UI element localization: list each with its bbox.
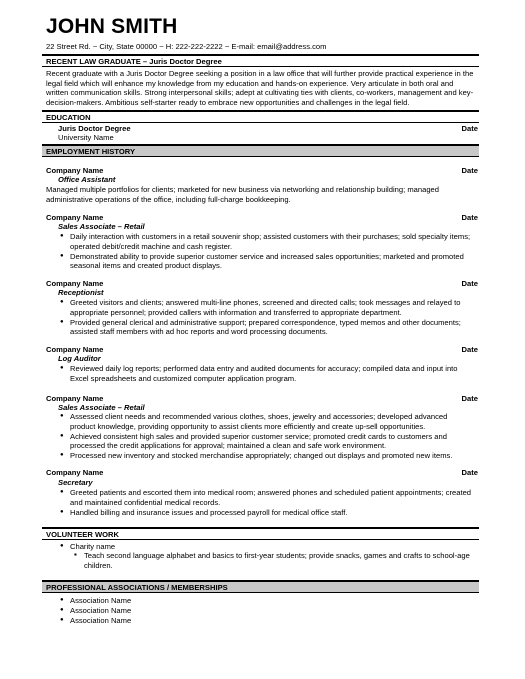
volunteer-heading: VOLUNTEER WORK [42, 527, 479, 540]
company-name: Company Name [46, 394, 104, 403]
volunteer-detail: ▪ Teach second language alphabet and basics to first-year students; provide snacks, games and crafts to school-age children. [72, 551, 478, 570]
job-bullets [58, 232, 474, 271]
list-item: ● Daily interaction with customers in a retail souvenir shop; assisted customers with their purchases; sold specialty items; operated debit/credit machine and cash register. [58, 232, 474, 251]
company-name: Company Name [46, 468, 104, 477]
job-title: Sales Associate – Retail [58, 403, 145, 412]
job-bullets [58, 364, 474, 384]
associations-heading: PROFESSIONAL ASSOCIATIONS / MEMBERSHIPS [42, 580, 479, 593]
company-name: Company Name [46, 166, 104, 175]
job-bullets [58, 412, 474, 461]
charity-name: ● Charity name [58, 542, 478, 552]
job-bullets [58, 298, 474, 337]
company-name: Company Name [46, 279, 104, 288]
summary-heading: RECENT LAW GRADUATE – Juris Doctor Degree [42, 54, 479, 67]
list-item: ● Demonstrated ability to provide superior customer service and increased sales opportunities; marketed and promoted seasonal items and created product displays. [58, 252, 474, 271]
job-date: Date [461, 279, 478, 288]
list-item: ● Achieved consistent high sales and provided superior customer service; promoted credit cards to customers and processed the credit applications for approval; maintained a clean and safe work environment. [58, 432, 474, 451]
job-bullets [58, 488, 478, 518]
school-name: University Name [58, 133, 114, 142]
list-item: ● Assessed client needs and recommended various clothes, shoes, jewelry and accessories; developed advanced product knowledge, providing opportunity to assist clients more efficiently and create up-sell opportunities. [58, 412, 474, 431]
job-title: Receptionist [58, 288, 104, 297]
list-item: ● Greeted patients and escorted them into medical room; answered phones and scheduled patient appointments; created and maintained confidential medical records. [58, 488, 478, 507]
company-name: Company Name [46, 345, 104, 354]
job-title: Log Auditor [58, 354, 101, 363]
education-date: Date [461, 124, 478, 133]
job-title: Secretary [58, 478, 93, 487]
job-header [46, 345, 478, 355]
job-header [46, 279, 478, 289]
list-item: ● Greeted visitors and clients; answered multi-line phones, screened and directed calls; took messages and relayed to appropriate personnel; provided callers with information and transferred to appropriate department. [58, 298, 474, 317]
job-header [46, 468, 478, 478]
job-date: Date [461, 166, 478, 175]
job-title: Office Assistant [58, 175, 116, 184]
job-title: Sales Associate – Retail [58, 222, 145, 231]
list-item: ● Association Name [58, 616, 358, 626]
employment-heading: EMPLOYMENT HISTORY [42, 144, 479, 157]
job-date: Date [461, 213, 478, 222]
summary-text: Recent graduate with a Juris Doctor Degree seeking a position in a law office that will further provide practical experience in the legal field which will enhance my knowledge from my education and hands-on experience. Very articulate in both oral and written communication skills. Strong interpersonal skills; adept at cultivating ties with clients, co-workers, management and key-decision-makers. Ambitious self-starter ready to embrace new opportunities and challenges in the legal field. [46, 69, 474, 107]
education-heading: EDUCATION [42, 110, 479, 123]
job-date: Date [461, 394, 478, 403]
resume-name: JOHN SMITH [46, 15, 178, 38]
volunteer-detail-list [72, 551, 478, 571]
list-item: ● Reviewed daily log reports; performed data entry and audited documents for accuracy; compiled data and input into Excel spreadsheets and customized computer application program. [58, 364, 474, 383]
list-item: ● Handled billing and insurance issues and processed payroll for medical office staff. [58, 508, 478, 518]
job-date: Date [461, 468, 478, 477]
degree: Juris Doctor Degree [58, 124, 131, 133]
job-description: Managed multiple portfolios for clients; marketed for new business via networking and relationship building; managed administrative operations of the office, including full-charge bookkeeping. [46, 185, 439, 204]
list-item: ● Association Name [58, 606, 358, 616]
list-item: ● Provided general clerical and administrative support; prepared correspondence, typed memos and other documents; assisted staff members with ad hoc reports and word processing documents. [58, 318, 474, 337]
list-item: ● Association Name [58, 596, 358, 606]
list-item: ● Processed new inventory and stocked merchandise appropriately; changed out displays and promoted new items. [58, 451, 474, 461]
associations-list [58, 596, 358, 626]
company-name: Company Name [46, 213, 104, 222]
contact-line: 22 Street Rd. ~ City, State 00000 ~ H: 222-222-2222 ~ E-mail: email@address.com [46, 42, 327, 51]
job-date: Date [461, 345, 478, 354]
